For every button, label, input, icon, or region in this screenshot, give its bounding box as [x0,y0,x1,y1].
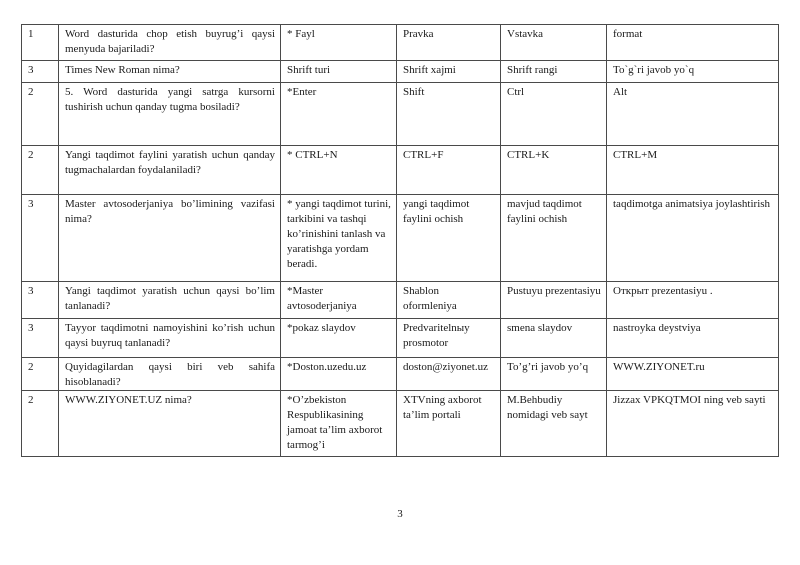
row-number: 2 [22,146,59,195]
answer-c: To’g’ri javob yo’q [501,358,607,391]
answer-b: doston@ziyonet.uz [397,358,501,391]
row-number: 2 [22,358,59,391]
row-number: 3 [22,319,59,358]
answer-a: * CTRL+N [281,146,397,195]
row-number: 2 [22,83,59,146]
answer-b: XTVning axborot ta’lim portali [397,391,501,457]
answer-c: M.Behbudiy nomidagi veb sayt [501,391,607,457]
answer-d: nastroyka deystviya [607,319,779,358]
question-text: Yangi taqdimot yaratish uchun qaysi bo’lim tanlanadi? [59,282,281,319]
answer-c: CTRL+K [501,146,607,195]
question-text: Master avtosoderjaniya bo’limining vazifasi nima? [59,195,281,282]
question-text: Yangi taqdimot faylini yaratish uchun qanday tugmachalardan foydalaniladi? [59,146,281,195]
answer-d: CTRL+M [607,146,779,195]
page-number: 3 [397,508,403,520]
answer-b: Pravka [397,25,501,61]
row-number: 2 [22,391,59,457]
answer-d: WWW.ZIYONET.ru [607,358,779,391]
answer-a: * yangi taqdimot turini, tarkibini va tashqi ko’rinishini tanlash va yaratishga yordam beradi. [281,195,397,282]
answer-d: taqdimotga animatsiya joylashtirish [607,195,779,282]
answer-b: CTRL+F [397,146,501,195]
table-row [22,195,779,282]
answer-c: Vstavka [501,25,607,61]
answer-a: *pokaz slaydov [281,319,397,358]
answer-b: Shift [397,83,501,146]
answer-b: yangi taqdimot faylini ochish [397,195,501,282]
question-text: Tayyor taqdimotni namoyishini ko’rish uchun qaysi buyruq tanlanadi? [59,319,281,358]
answer-c: Shrift rangi [501,61,607,83]
answer-a: * Fayl [281,25,397,61]
answer-d: Открыт prezentasiyu . [607,282,779,319]
question-text: Word dasturida chop etish buyrug’i qaysi menyuda bajariladi? [59,25,281,61]
question-text: Quyidagilardan qaysi biri veb sahifa hisoblanadi? [59,358,281,391]
row-number: 3 [22,61,59,83]
table-row [22,61,779,83]
table-row [22,391,779,457]
quiz-table [21,24,779,457]
question-text: Times New Roman nima? [59,61,281,83]
answer-b: Predvaritelnыy prosmotor [397,319,501,358]
answer-c: Pustuyu prezentasiyu [501,282,607,319]
answer-b: Shablon oformleniya [397,282,501,319]
answer-b: Shrift xajmi [397,61,501,83]
answer-c: Ctrl [501,83,607,146]
row-number: 1 [22,25,59,61]
answer-d: format [607,25,779,61]
row-number: 3 [22,195,59,282]
table-row [22,319,779,358]
table-row [22,83,779,146]
answer-d: Alt [607,83,779,146]
table-row [22,25,779,61]
answer-a: *Master avtosoderjaniya [281,282,397,319]
answer-d: To`g`ri javob yo`q [607,61,779,83]
table-row [22,282,779,319]
question-text: WWW.ZIYONET.UZ nima? [59,391,281,457]
answer-d: Jizzax VPKQTMOI ning veb sayti [607,391,779,457]
question-text: 5. Word dasturida yangi satrga kursorni tushirish uchun qanday tugma bosiladi? [59,83,281,146]
answer-a: *O’zbekiston Respublikasining jamoat ta’lim axborot tarmog’i [281,391,397,457]
answer-a: *Doston.uzedu.uz [281,358,397,391]
answer-c: smena slaydov [501,319,607,358]
answer-a: Shrift turi [281,61,397,83]
table-row [22,358,779,391]
row-number: 3 [22,282,59,319]
answer-c: mavjud taqdimot faylini ochish [501,195,607,282]
table-row [22,146,779,195]
answer-a: *Enter [281,83,397,146]
